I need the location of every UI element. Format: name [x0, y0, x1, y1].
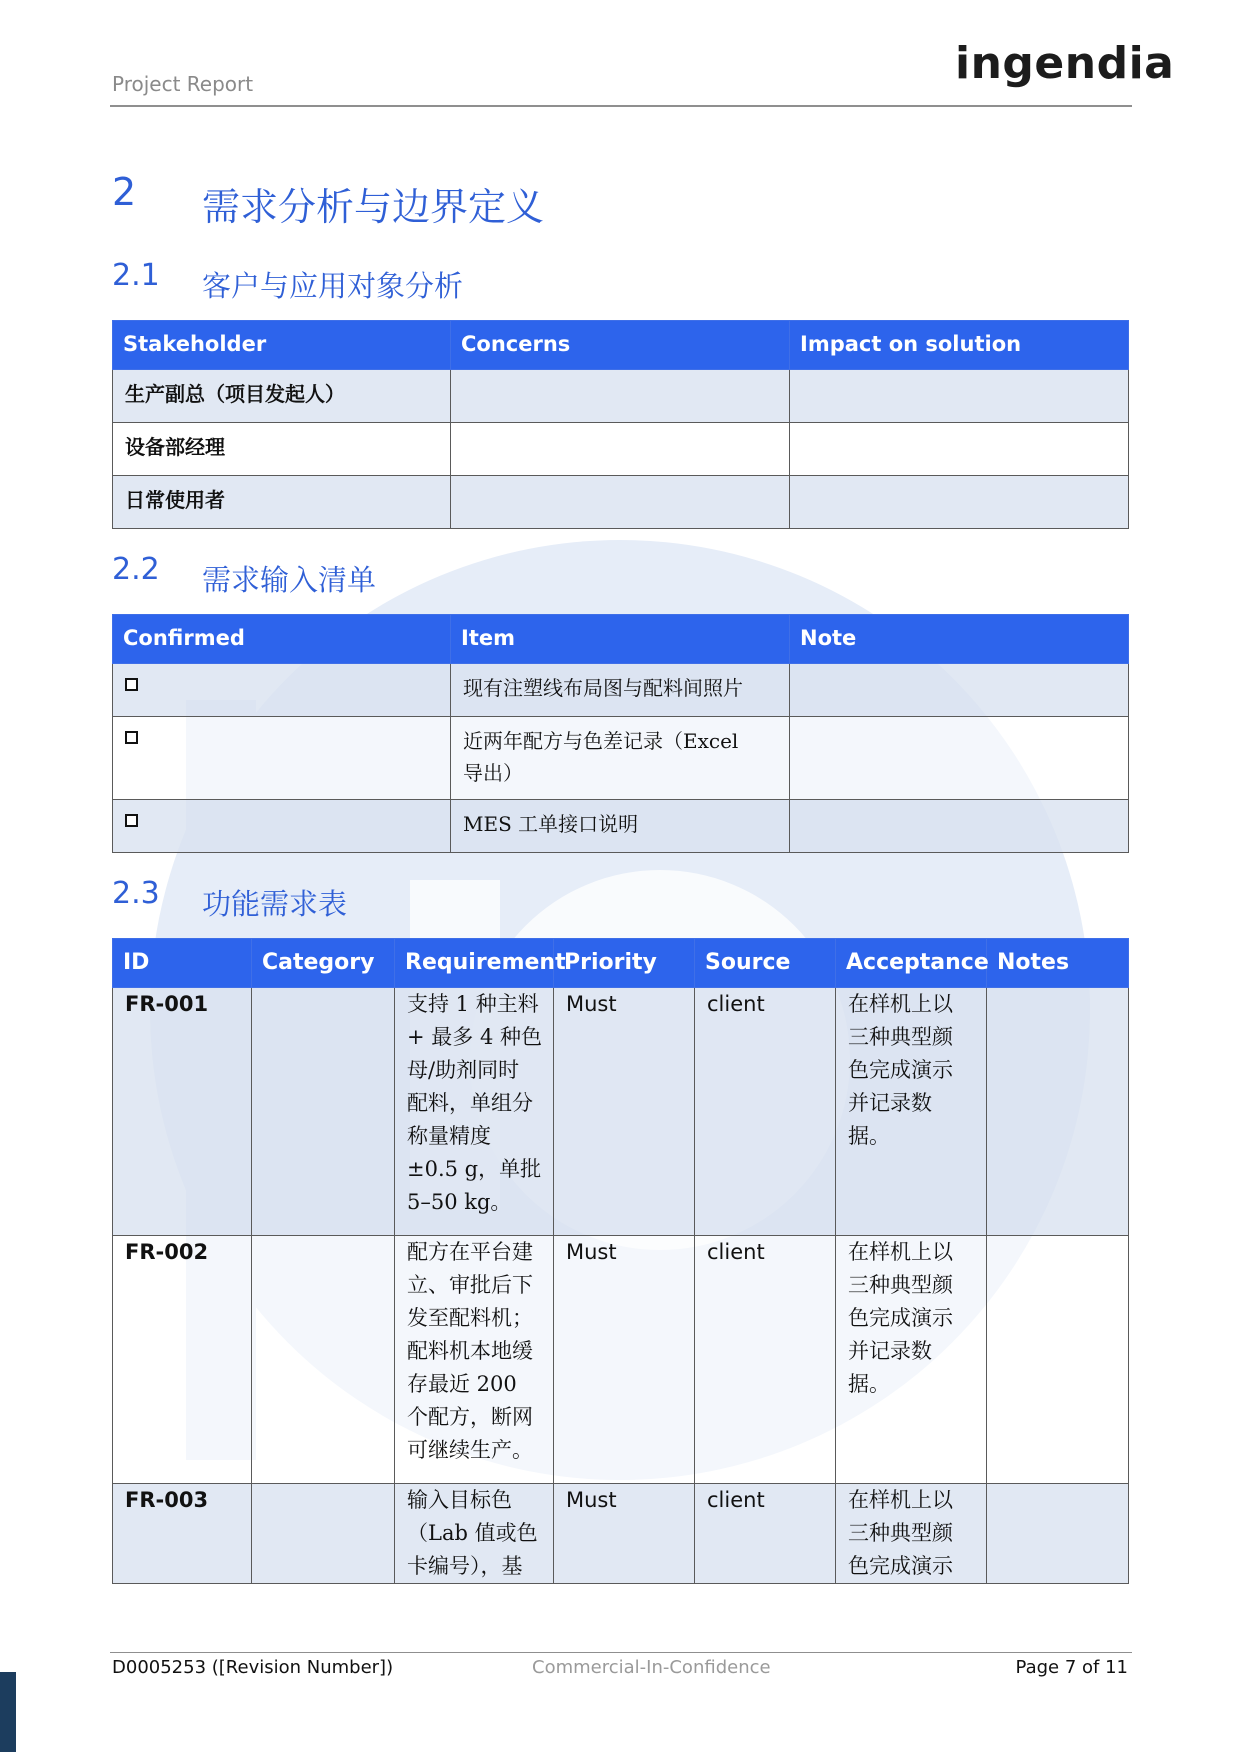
table-row — [113, 664, 1129, 717]
column-header: Concerns — [451, 321, 790, 370]
acceptance-line: 三种典型颜 — [848, 1025, 953, 1049]
requirement-line: 可继续生产。 — [407, 1438, 533, 1462]
confirmed-cell — [113, 800, 451, 853]
source-cell: client — [695, 1236, 836, 1484]
notes-cell — [987, 1484, 1129, 1584]
acceptance-line: 色完成演示 — [848, 1058, 953, 1082]
section-title: 需求分析与边界定义 — [202, 185, 545, 229]
source-cell: client — [695, 1484, 836, 1584]
requirement-line: 母/助剂同时 — [407, 1058, 520, 1082]
subsection-number-2-1: 2.1 — [112, 258, 160, 293]
acceptance-line: 据。 — [848, 1124, 890, 1148]
acceptance-line: 在样机上以 — [848, 1240, 953, 1264]
item-text: MES 工单接口说明 — [463, 812, 639, 836]
concerns-cell — [451, 476, 790, 529]
subsection-title-2-3: 功能需求表 — [202, 887, 348, 921]
requirement-line: + 最多 4 种色 — [407, 1025, 542, 1049]
stakeholder-cell: 日常使用者 — [113, 476, 451, 529]
table-row — [113, 370, 1129, 423]
column-header: Acceptance — [836, 939, 987, 988]
impact-cell — [790, 370, 1129, 423]
column-header: Confirmed — [113, 615, 451, 664]
acceptance-line: 在样机上以 — [848, 1488, 953, 1512]
requirement-line: 称量精度 — [407, 1124, 491, 1148]
column-header: Impact on solution — [790, 321, 1129, 370]
note-cell — [790, 800, 1129, 853]
concerns-cell — [451, 370, 790, 423]
stakeholder-cell: 生产副总（项目发起人） — [113, 370, 451, 423]
column-header: Priority — [554, 939, 695, 988]
table-header-row — [113, 321, 1129, 370]
requirements-input-table — [112, 614, 1129, 853]
id-cell: FR-001 — [113, 988, 252, 1236]
requirement-line: 配方在平台建 — [407, 1240, 533, 1264]
item-cell — [451, 664, 790, 717]
impact-cell — [790, 476, 1129, 529]
requirement-line: 支持 1 种主料 — [407, 992, 539, 1016]
category-cell — [252, 988, 395, 1236]
confirmed-cell — [113, 664, 451, 717]
section-number: 2 — [112, 170, 137, 214]
page-number: Page 7 of 11 — [1015, 1657, 1128, 1678]
table-row — [113, 988, 1129, 1236]
column-header: Stakeholder — [113, 321, 451, 370]
requirement-line: 卡编号），基 — [407, 1554, 523, 1578]
source-cell: client — [695, 988, 836, 1236]
requirement-line: 个配方，断网 — [407, 1405, 533, 1429]
acceptance-cell — [836, 1484, 987, 1584]
footer-divider — [110, 1652, 1132, 1653]
checkbox[interactable] — [125, 678, 138, 691]
checkbox[interactable] — [125, 814, 138, 827]
acceptance-cell — [836, 988, 987, 1236]
table-row — [113, 423, 1129, 476]
notes-cell — [987, 1236, 1129, 1484]
table-header-row — [113, 939, 1129, 988]
column-header: Requirement — [395, 939, 554, 988]
item-text: 现有注塑线布局图与配料间照片 — [463, 676, 743, 700]
column-header: Item — [451, 615, 790, 664]
table-row — [113, 800, 1129, 853]
priority-cell: Must — [554, 1484, 695, 1584]
subsection-title-2-2: 需求输入清单 — [202, 563, 377, 597]
acceptance-line: 并记录数 — [848, 1339, 932, 1363]
acceptance-line: 三种典型颜 — [848, 1273, 953, 1297]
column-header: Category — [252, 939, 395, 988]
acceptance-line: 三种典型颜 — [848, 1521, 953, 1545]
requirement-line: 立、审批后下 — [407, 1273, 533, 1297]
subsection-number-2-3: 2.3 — [112, 876, 160, 911]
id-cell: FR-003 — [113, 1484, 252, 1584]
acceptance-line: 在样机上以 — [848, 992, 953, 1016]
confidentiality-label: Commercial-In-Confidence — [532, 1657, 771, 1678]
requirement-line: ±0.5 g，单批 — [407, 1157, 542, 1181]
stakeholder-table — [112, 320, 1129, 529]
requirement-line: 配料，单组分 — [407, 1091, 533, 1115]
subsection-number-2-2: 2.2 — [112, 552, 160, 587]
note-cell — [790, 664, 1129, 717]
requirement-line: （Lab 值或色 — [407, 1521, 538, 1545]
document-id: D0005253 ([Revision Number]) — [112, 1657, 394, 1678]
requirement-line: 存最近 200 — [407, 1372, 517, 1396]
category-cell — [252, 1236, 395, 1484]
column-header: Notes — [987, 939, 1129, 988]
column-header: Source — [695, 939, 836, 988]
confirmed-cell — [113, 717, 451, 800]
column-header: ID — [113, 939, 252, 988]
requirement-cell — [395, 988, 554, 1236]
table-row — [113, 1484, 1129, 1584]
checkbox[interactable] — [125, 731, 138, 744]
item-text-line: 近两年配方与色差记录（Excel — [463, 729, 739, 753]
header-divider — [110, 105, 1132, 107]
subsection-title-2-1: 客户与应用对象分析 — [202, 269, 464, 303]
item-cell — [451, 717, 790, 800]
acceptance-line: 色完成演示 — [848, 1306, 953, 1330]
side-accent-bar — [0, 1672, 16, 1752]
table-row — [113, 1236, 1129, 1484]
requirement-line: 输入目标色 — [407, 1488, 512, 1512]
category-cell — [252, 1484, 395, 1584]
id-cell: FR-002 — [113, 1236, 252, 1484]
acceptance-line: 并记录数 — [848, 1091, 932, 1115]
column-header: Note — [790, 615, 1129, 664]
requirement-line: 配料机本地缓 — [407, 1339, 533, 1363]
acceptance-line: 色完成演示 — [848, 1554, 953, 1578]
company-logo: ingendia — [955, 38, 1175, 89]
table-row — [113, 717, 1129, 800]
acceptance-cell — [836, 1236, 987, 1484]
requirement-cell — [395, 1236, 554, 1484]
header-label: Project Report — [112, 72, 254, 96]
priority-cell: Must — [554, 1236, 695, 1484]
impact-cell — [790, 423, 1129, 476]
item-cell — [451, 800, 790, 853]
functional-requirements-table — [112, 938, 1129, 1584]
notes-cell — [987, 988, 1129, 1236]
requirement-cell — [395, 1484, 554, 1584]
priority-cell: Must — [554, 988, 695, 1236]
table-row — [113, 476, 1129, 529]
acceptance-line: 据。 — [848, 1372, 890, 1396]
note-cell — [790, 717, 1129, 800]
requirement-line: 5–50 kg。 — [407, 1190, 512, 1214]
concerns-cell — [451, 423, 790, 476]
item-text-line: 导出） — [463, 761, 523, 785]
stakeholder-cell: 设备部经理 — [113, 423, 451, 476]
table-header-row — [113, 615, 1129, 664]
requirement-line: 发至配料机； — [407, 1306, 533, 1330]
